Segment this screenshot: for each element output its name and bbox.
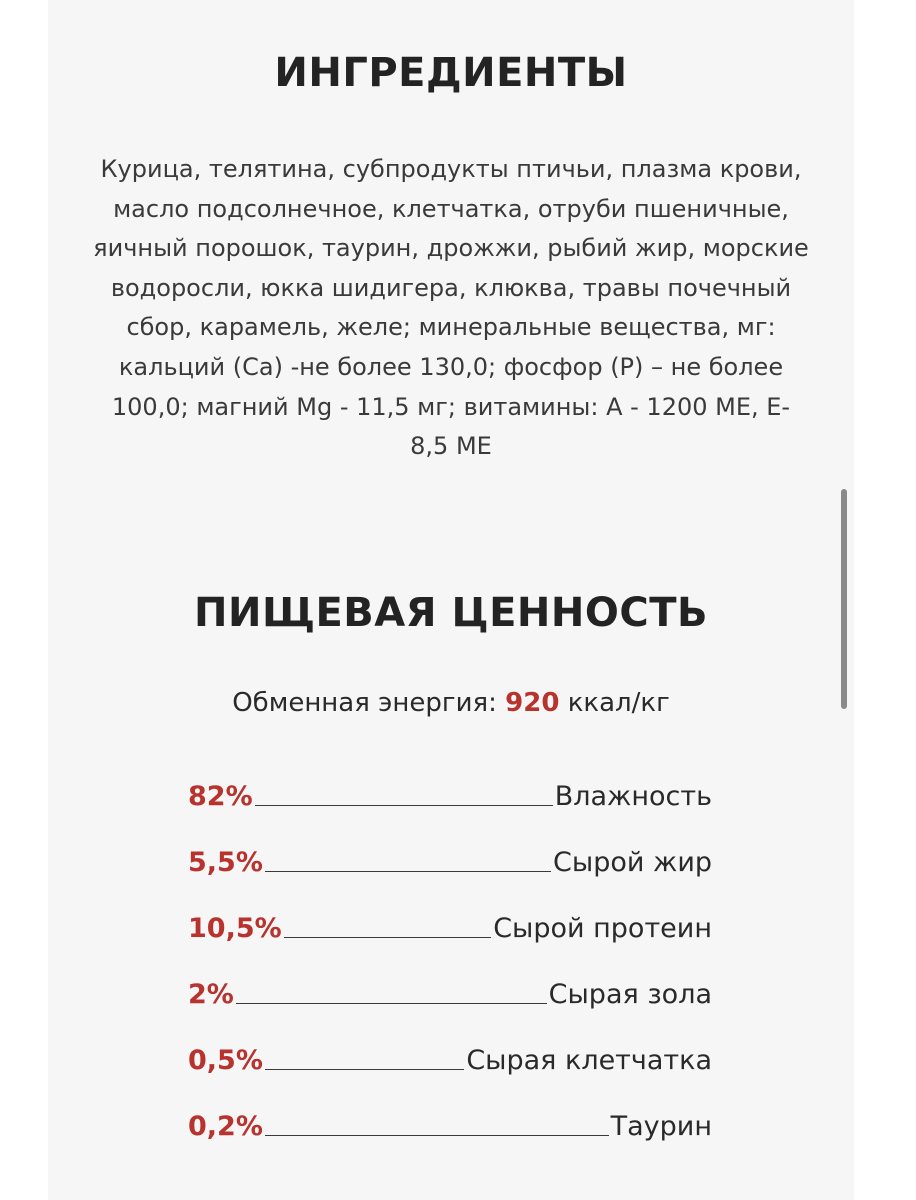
nutrition-name: Сырой жир	[553, 847, 712, 878]
leader-line	[284, 937, 492, 938]
nutrition-percent: 82%	[188, 781, 253, 812]
nutrition-percent: 5,5%	[188, 847, 263, 878]
leader-line	[265, 1135, 609, 1136]
nutrition-name: Сырая клетчатка	[466, 1045, 712, 1076]
nutrition-table	[188, 750, 712, 1146]
energy-unit: ккал/кг	[567, 688, 670, 718]
nutrition-name: Таурин	[610, 1111, 712, 1142]
content-page	[48, 0, 854, 1200]
scrollbar[interactable]	[841, 489, 847, 709]
nutrition-row-fat	[188, 816, 712, 882]
nutrition-percent: 10,5%	[188, 913, 282, 944]
nutrition-row-ash	[188, 948, 712, 1014]
leader-line	[236, 1003, 547, 1004]
nutrition-name: Сырой протеин	[493, 913, 712, 944]
nutrition-percent: 0,2%	[188, 1111, 263, 1142]
leader-line	[265, 1069, 464, 1070]
energy-line	[48, 688, 854, 718]
nutrition-row-protein	[188, 882, 712, 948]
leader-line	[255, 805, 553, 806]
energy-label: Обменная энергия:	[232, 688, 497, 718]
ingredients-heading: ИНГРЕДИЕНТЫ	[274, 50, 628, 96]
leader-line	[265, 871, 551, 872]
nutrition-row-moisture	[188, 750, 712, 816]
nutrition-heading: ПИЩЕВАЯ ЦЕННОСТЬ	[194, 590, 708, 636]
nutrition-name: Сырая зола	[548, 979, 712, 1010]
nutrition-percent: 2%	[188, 979, 234, 1010]
nutrition-row-fiber	[188, 1014, 712, 1080]
ingredients-text: Курица, телятина, субпродукты птичьи, плазма крови, масло подсолнечное, клетчатка, отруби пшеничные, яичный порошок, таурин, дрожжи, рыбий жир, морские водоросли, юкка шидигера, клюква, травы почечный сбор, карамель, желе; минеральные вещества, мг: кальций (Са) -не более 130,0; фосфор (Р) – не более 100,0; магний Mg - 11,5 мг; витамины: А - 1200 МЕ, Е- 8,5 МЕ	[93, 155, 809, 461]
energy-value: 920	[505, 688, 560, 718]
nutrition-percent: 0,5%	[188, 1045, 263, 1076]
nutrition-row-taurine	[188, 1080, 712, 1146]
nutrition-name: Влажность	[554, 781, 712, 812]
